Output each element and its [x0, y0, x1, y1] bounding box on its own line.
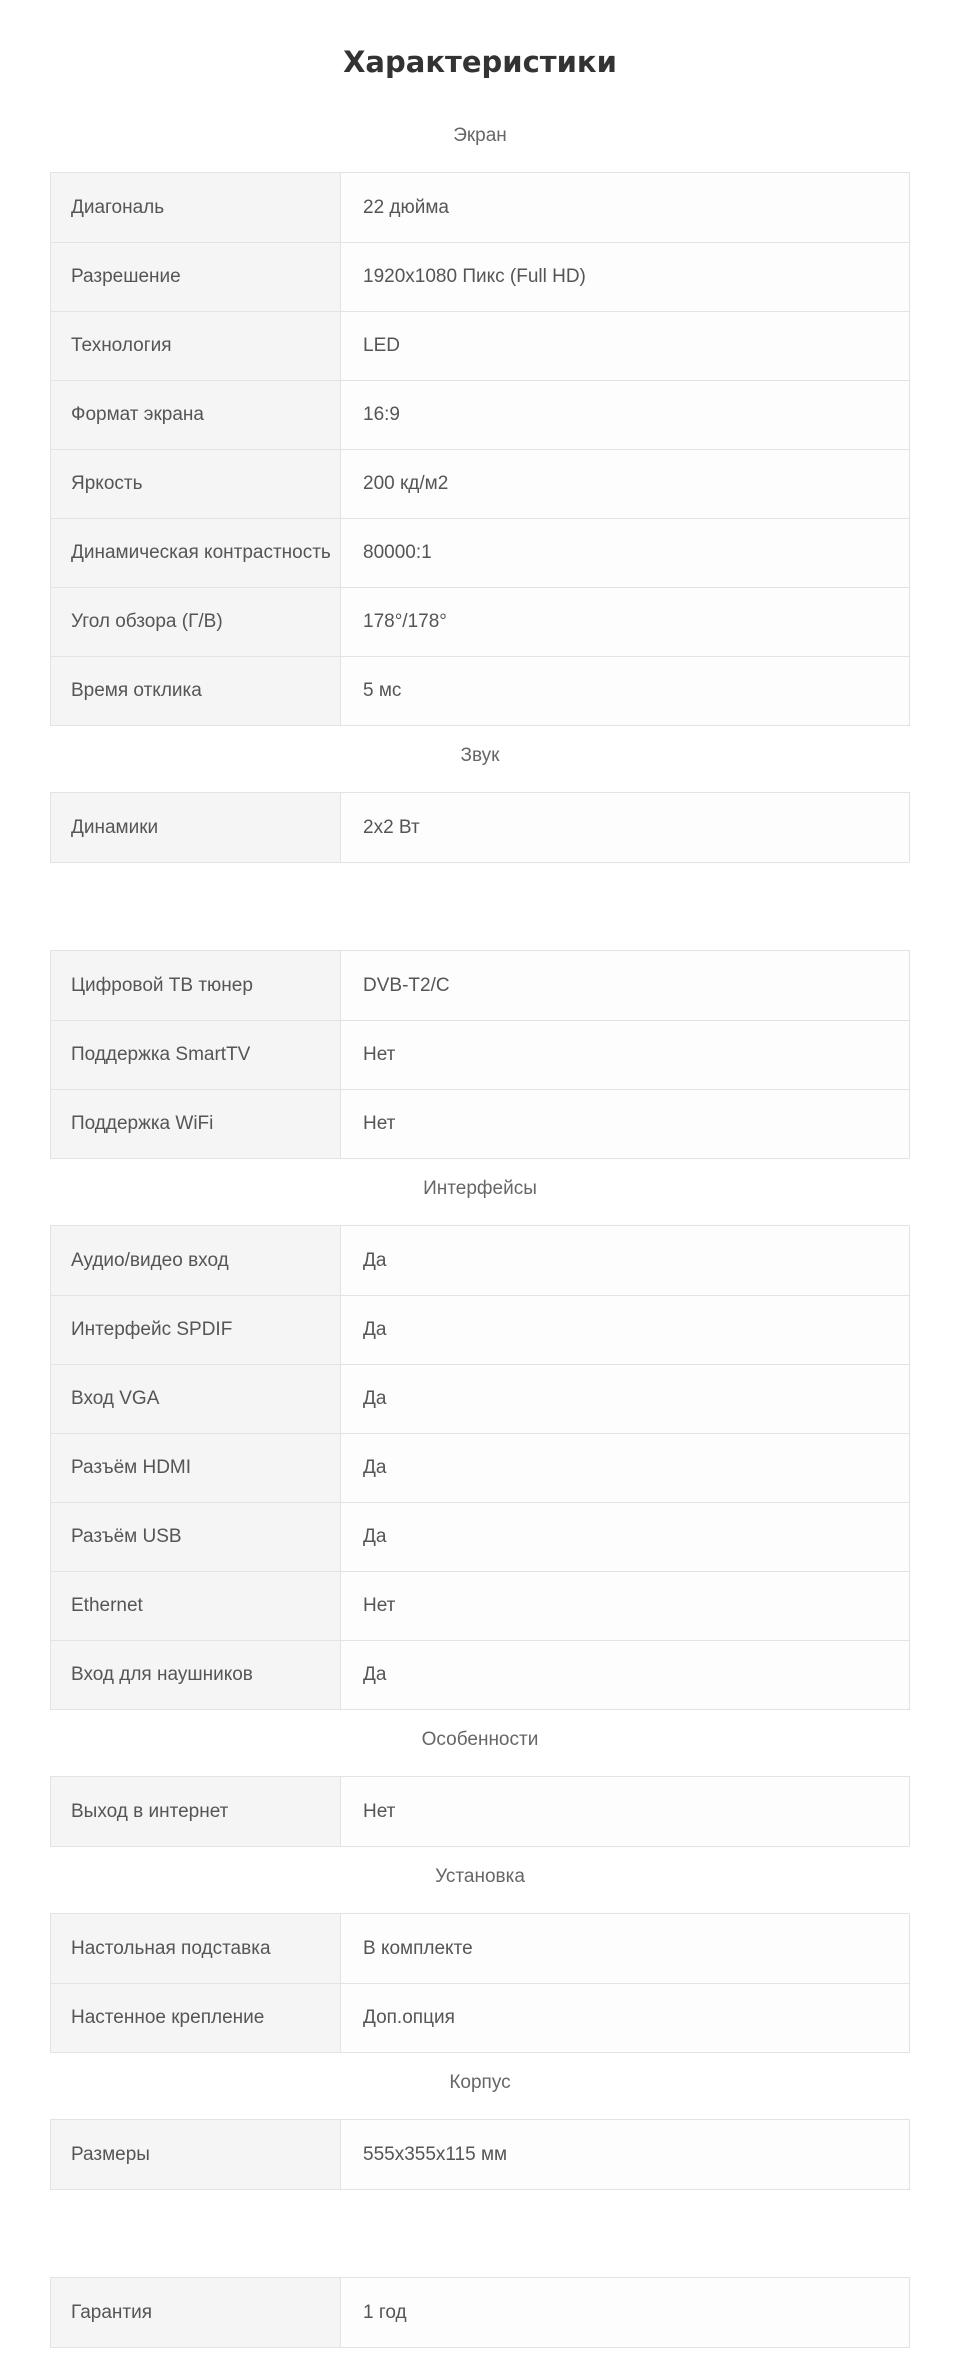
spec-value: В комплекте [341, 1914, 909, 1983]
spec-value: 80000:1 [341, 519, 909, 587]
spec-table [50, 1776, 910, 1847]
spec-value: Да [341, 1641, 909, 1709]
spec-table [50, 792, 910, 863]
table-row [51, 311, 909, 380]
table-row [51, 1295, 909, 1364]
spec-table [50, 1225, 910, 1710]
spec-value: 5 мс [341, 657, 909, 725]
table-row [51, 1364, 909, 1433]
table-row [51, 1571, 909, 1640]
table-row [51, 1777, 909, 1846]
spec-value: 2x2 Вт [341, 793, 909, 862]
spec-name: Гарантия [51, 2278, 341, 2347]
spec-table [50, 2119, 910, 2190]
section-title: Звук [460, 745, 500, 766]
spec-table [50, 172, 910, 726]
spec-name: Технология [51, 312, 341, 380]
spec-name: Разъём USB [51, 1503, 341, 1571]
section-title: Корпус [449, 2072, 511, 2093]
spec-value: Да [341, 1434, 909, 1502]
spec-name: Время отклика [51, 657, 341, 725]
spec-name: Вход VGA [51, 1365, 341, 1433]
spec-value: Нет [341, 1021, 909, 1089]
spec-value: 16:9 [341, 381, 909, 449]
table-row [51, 656, 909, 725]
spec-name: Вход для наушников [51, 1641, 341, 1709]
section-title: Особенности [421, 1729, 539, 1750]
page-title: Характеристики [343, 45, 617, 79]
spec-value: 178°/178° [341, 588, 909, 656]
spec-value: 200 кд/м2 [341, 450, 909, 518]
spec-name: Поддержка WiFi [51, 1090, 341, 1158]
spec-value: Нет [341, 1572, 909, 1640]
spec-table [50, 950, 910, 1159]
spec-value: 22 дюйма [341, 173, 909, 242]
spec-value: DVB-T2/C [341, 951, 909, 1020]
table-row [51, 951, 909, 1020]
table-row [51, 2120, 909, 2189]
spec-name: Ethernet [51, 1572, 341, 1640]
section-title: Интерфейсы [423, 1178, 537, 1199]
table-row [51, 1502, 909, 1571]
spec-name: Яркость [51, 450, 341, 518]
spec-name: Настенное крепление [51, 1984, 341, 2052]
table-row [51, 1983, 909, 2052]
section-title: Экран [453, 125, 507, 146]
table-row [51, 242, 909, 311]
spec-value: Да [341, 1296, 909, 1364]
table-row [51, 2278, 909, 2347]
spec-value: LED [341, 312, 909, 380]
spec-value: 1 год [341, 2278, 909, 2347]
spec-name: Аудио/видео вход [51, 1226, 341, 1295]
table-row [51, 449, 909, 518]
table-row [51, 793, 909, 862]
section-title: Установка [435, 1866, 525, 1887]
spec-name: Угол обзора (Г/В) [51, 588, 341, 656]
spec-name: Динамики [51, 793, 341, 862]
spec-name: Выход в интернет [51, 1777, 341, 1846]
spec-table [50, 2277, 910, 2348]
spec-value: Доп.опция [341, 1984, 909, 2052]
spec-name: Диагональ [51, 173, 341, 242]
spec-name: Размеры [51, 2120, 341, 2189]
table-row [51, 1433, 909, 1502]
spec-sections [50, 124, 910, 2348]
spec-value: 555x355x115 мм [341, 2120, 909, 2189]
section-title [50, 881, 910, 950]
spec-value: Нет [341, 1090, 909, 1158]
table-row [51, 1914, 909, 1983]
spec-value: Нет [341, 1777, 909, 1846]
spec-value: Да [341, 1365, 909, 1433]
table-row [51, 1640, 909, 1709]
spec-name: Разрешение [51, 243, 341, 311]
table-row [51, 1226, 909, 1295]
spec-table [50, 1913, 910, 2053]
spec-name: Интерфейс SPDIF [51, 1296, 341, 1364]
table-row [51, 173, 909, 242]
table-row [51, 380, 909, 449]
spec-name: Динамическая контрастность [51, 519, 341, 587]
spec-value: Да [341, 1503, 909, 1571]
spec-name: Формат экрана [51, 381, 341, 449]
spec-name: Разъём HDMI [51, 1434, 341, 1502]
table-row [51, 1089, 909, 1158]
spec-name: Поддержка SmartTV [51, 1021, 341, 1089]
table-row [51, 587, 909, 656]
spec-value: Да [341, 1226, 909, 1295]
table-row [51, 1020, 909, 1089]
spec-name: Настольная подставка [51, 1914, 341, 1983]
section-title [50, 2208, 910, 2277]
spec-value: 1920x1080 Пикс (Full HD) [341, 243, 909, 311]
spec-name: Цифровой ТВ тюнер [51, 951, 341, 1020]
table-row [51, 518, 909, 587]
